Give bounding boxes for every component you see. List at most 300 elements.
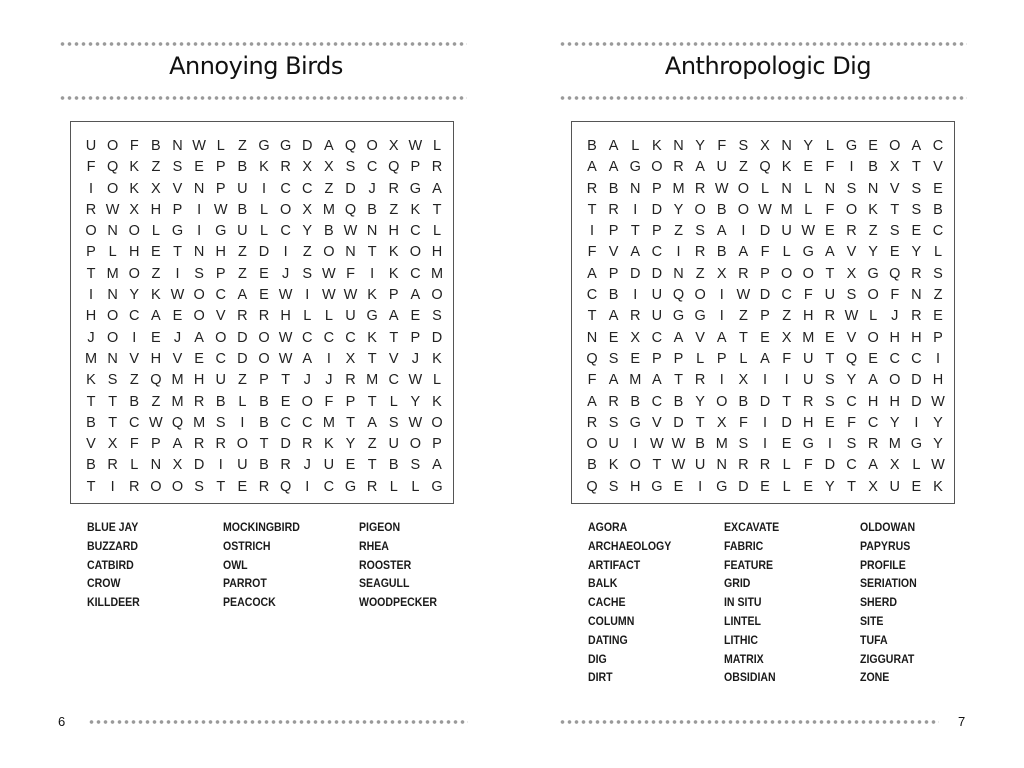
- grid-letter[interactable]: E: [280, 393, 291, 410]
- grid-letter[interactable]: T: [346, 414, 355, 431]
- grid-letter[interactable]: T: [825, 265, 835, 282]
- grid-letter[interactable]: S: [302, 265, 313, 282]
- grid-letter[interactable]: O: [128, 223, 140, 240]
- grid-letter[interactable]: P: [673, 350, 684, 367]
- grid-letter[interactable]: D: [738, 478, 749, 495]
- grid-letter[interactable]: O: [323, 244, 335, 261]
- grid-letter[interactable]: S: [194, 478, 204, 495]
- grid-letter[interactable]: T: [890, 201, 900, 218]
- grid-letter[interactable]: D: [781, 414, 792, 431]
- grid-letter[interactable]: E: [259, 265, 269, 282]
- grid-letter[interactable]: N: [172, 138, 183, 154]
- grid-letter[interactable]: K: [652, 138, 662, 154]
- grid-letter[interactable]: C: [410, 223, 421, 240]
- grid-letter[interactable]: L: [324, 308, 333, 325]
- grid-letter[interactable]: L: [108, 244, 117, 261]
- grid-letter[interactable]: Z: [389, 201, 399, 218]
- grid-letter[interactable]: G: [258, 138, 270, 154]
- grid-letter[interactable]: U: [237, 457, 248, 474]
- grid-letter[interactable]: S: [410, 457, 421, 474]
- grid-letter[interactable]: R: [586, 180, 598, 197]
- grid-letter[interactable]: Z: [868, 223, 878, 240]
- grid-letter[interactable]: D: [824, 457, 836, 474]
- grid-letter[interactable]: H: [867, 393, 879, 410]
- grid-letter[interactable]: A: [194, 329, 204, 346]
- grid-letter[interactable]: M: [672, 180, 685, 197]
- grid-letter[interactable]: X: [302, 201, 313, 218]
- grid-letter[interactable]: E: [630, 350, 641, 367]
- grid-letter[interactable]: R: [366, 478, 378, 495]
- grid-letter[interactable]: A: [432, 457, 442, 474]
- grid-letter[interactable]: F: [717, 138, 727, 154]
- grid-letter[interactable]: V: [86, 436, 96, 453]
- grid-letter[interactable]: E: [259, 287, 269, 304]
- grid-letter[interactable]: Q: [344, 138, 357, 154]
- grid-letter[interactable]: C: [302, 329, 313, 346]
- grid-letter[interactable]: Y: [911, 244, 922, 261]
- grid-letter[interactable]: Z: [237, 372, 247, 389]
- grid-letter[interactable]: D: [651, 265, 663, 282]
- grid-letter[interactable]: F: [825, 159, 835, 176]
- grid-letter[interactable]: C: [889, 350, 900, 367]
- grid-letter[interactable]: X: [760, 138, 770, 154]
- grid-letter[interactable]: R: [630, 308, 641, 325]
- grid-letter[interactable]: I: [914, 414, 919, 431]
- grid-letter[interactable]: H: [280, 308, 291, 325]
- grid-letter[interactable]: W: [149, 414, 163, 431]
- grid-letter[interactable]: T: [86, 265, 96, 282]
- grid-letter[interactable]: L: [259, 201, 269, 218]
- grid-letter[interactable]: U: [781, 223, 792, 240]
- grid-letter[interactable]: S: [911, 201, 922, 218]
- grid-letter[interactable]: O: [889, 372, 901, 389]
- grid-letter[interactable]: O: [409, 436, 422, 453]
- grid-letter[interactable]: M: [322, 414, 335, 431]
- grid-letter[interactable]: Z: [324, 180, 334, 197]
- grid-letter[interactable]: R: [608, 201, 619, 218]
- grid-letter[interactable]: O: [279, 201, 292, 218]
- grid-letter[interactable]: U: [651, 287, 663, 304]
- grid-letter[interactable]: W: [758, 201, 772, 218]
- grid-letter[interactable]: W: [343, 287, 358, 304]
- grid-letter[interactable]: N: [586, 329, 598, 346]
- grid-letter[interactable]: B: [587, 138, 597, 154]
- grid-letter[interactable]: F: [738, 414, 748, 431]
- grid-letter[interactable]: L: [432, 223, 442, 240]
- grid-letter[interactable]: R: [694, 244, 706, 261]
- grid-letter[interactable]: W: [650, 436, 664, 453]
- grid-letter[interactable]: T: [108, 414, 118, 431]
- grid-letter[interactable]: V: [608, 244, 619, 261]
- grid-letter[interactable]: W: [844, 308, 859, 325]
- grid-letter[interactable]: I: [88, 287, 94, 304]
- grid-letter[interactable]: J: [325, 372, 333, 389]
- grid-letter[interactable]: E: [933, 308, 943, 325]
- grid-letter[interactable]: A: [608, 308, 619, 325]
- grid-letter[interactable]: O: [106, 329, 119, 346]
- grid-letter[interactable]: I: [88, 180, 94, 197]
- grid-letter[interactable]: S: [345, 159, 356, 176]
- grid-letter[interactable]: K: [388, 244, 399, 261]
- grid-letter[interactable]: N: [107, 350, 118, 367]
- grid-letter[interactable]: F: [825, 201, 835, 218]
- grid-letter[interactable]: I: [326, 350, 331, 367]
- grid-letter[interactable]: C: [846, 457, 857, 474]
- grid-letter[interactable]: Q: [889, 265, 901, 282]
- grid-letter[interactable]: Z: [237, 138, 247, 154]
- grid-letter[interactable]: L: [432, 138, 442, 154]
- grid-letter[interactable]: O: [802, 265, 814, 282]
- grid-letter[interactable]: S: [933, 265, 943, 282]
- grid-letter[interactable]: C: [345, 329, 356, 346]
- grid-letter[interactable]: C: [129, 414, 140, 431]
- grid-letter[interactable]: D: [651, 201, 663, 218]
- grid-letter[interactable]: I: [110, 478, 115, 495]
- grid-letter[interactable]: F: [129, 436, 139, 453]
- grid-letter[interactable]: R: [215, 436, 226, 453]
- grid-letter[interactable]: D: [431, 329, 443, 346]
- grid-letter[interactable]: Q: [759, 159, 771, 176]
- grid-letter[interactable]: C: [280, 414, 291, 431]
- grid-letter[interactable]: V: [933, 159, 943, 176]
- grid-letter[interactable]: K: [259, 159, 269, 176]
- grid-letter[interactable]: L: [389, 393, 398, 410]
- grid-letter[interactable]: W: [278, 350, 293, 367]
- grid-letter[interactable]: S: [825, 393, 835, 410]
- grid-letter[interactable]: I: [305, 287, 310, 304]
- grid-letter[interactable]: D: [759, 223, 771, 240]
- grid-letter[interactable]: H: [803, 414, 814, 431]
- grid-letter[interactable]: D: [258, 244, 270, 261]
- grid-letter[interactable]: I: [676, 244, 681, 261]
- grid-letter[interactable]: V: [215, 308, 226, 325]
- grid-letter[interactable]: M: [715, 436, 728, 453]
- grid-letter[interactable]: T: [825, 350, 835, 367]
- grid-letter[interactable]: Z: [237, 265, 247, 282]
- grid-letter[interactable]: O: [737, 180, 750, 197]
- grid-letter[interactable]: N: [673, 265, 684, 282]
- grid-letter[interactable]: Z: [674, 223, 683, 240]
- grid-letter[interactable]: R: [586, 414, 598, 431]
- grid-letter[interactable]: S: [846, 180, 857, 197]
- grid-letter[interactable]: H: [911, 329, 922, 346]
- grid-letter[interactable]: I: [762, 414, 768, 431]
- grid-letter[interactable]: S: [738, 436, 749, 453]
- grid-letter[interactable]: W: [931, 457, 945, 474]
- grid-letter[interactable]: N: [107, 287, 118, 304]
- grid-letter[interactable]: D: [673, 414, 684, 431]
- grid-letter[interactable]: W: [671, 436, 686, 453]
- grid-letter[interactable]: I: [719, 308, 724, 325]
- grid-letter[interactable]: R: [237, 308, 248, 325]
- grid-letter[interactable]: B: [324, 223, 334, 240]
- grid-letter[interactable]: R: [694, 180, 706, 197]
- grid-letter[interactable]: O: [193, 308, 205, 325]
- grid-letter[interactable]: X: [107, 436, 118, 453]
- grid-letter[interactable]: N: [150, 457, 162, 474]
- grid-letter[interactable]: L: [804, 201, 813, 218]
- grid-letter[interactable]: U: [651, 308, 663, 325]
- grid-letter[interactable]: I: [784, 372, 789, 389]
- grid-letter[interactable]: Y: [933, 414, 943, 431]
- grid-letter[interactable]: N: [781, 180, 792, 197]
- grid-letter[interactable]: O: [431, 287, 443, 304]
- grid-letter[interactable]: W: [671, 457, 686, 474]
- grid-letter[interactable]: F: [890, 287, 900, 304]
- grid-letter[interactable]: V: [846, 244, 857, 261]
- grid-letter[interactable]: A: [760, 350, 770, 367]
- grid-letter[interactable]: R: [867, 436, 879, 453]
- grid-letter[interactable]: Q: [586, 350, 598, 367]
- grid-letter[interactable]: H: [889, 329, 900, 346]
- grid-letter[interactable]: U: [215, 372, 226, 389]
- grid-letter[interactable]: W: [278, 287, 293, 304]
- grid-letter[interactable]: W: [170, 287, 185, 304]
- grid-letter[interactable]: X: [738, 372, 749, 389]
- grid-letter[interactable]: X: [889, 159, 900, 176]
- grid-letter[interactable]: C: [366, 159, 378, 176]
- grid-letter[interactable]: S: [695, 223, 705, 240]
- grid-letter[interactable]: E: [194, 159, 204, 176]
- grid-letter[interactable]: A: [911, 138, 922, 154]
- grid-letter[interactable]: Y: [933, 436, 943, 453]
- grid-letter[interactable]: B: [215, 393, 226, 410]
- grid-letter[interactable]: R: [85, 201, 97, 218]
- grid-letter[interactable]: H: [630, 478, 641, 495]
- grid-letter[interactable]: Q: [171, 414, 184, 431]
- grid-letter[interactable]: U: [824, 287, 836, 304]
- grid-letter[interactable]: U: [694, 457, 706, 474]
- grid-letter[interactable]: L: [411, 478, 420, 495]
- grid-letter[interactable]: H: [889, 393, 900, 410]
- grid-letter[interactable]: R: [846, 223, 857, 240]
- grid-letter[interactable]: J: [368, 180, 376, 197]
- grid-letter[interactable]: O: [651, 159, 663, 176]
- grid-letter[interactable]: P: [652, 223, 662, 240]
- grid-letter[interactable]: E: [825, 223, 835, 240]
- grid-letter[interactable]: G: [279, 138, 292, 154]
- grid-letter[interactable]: B: [608, 180, 619, 197]
- grid-letter[interactable]: C: [932, 138, 944, 154]
- grid-letter[interactable]: I: [283, 244, 288, 261]
- grid-letter[interactable]: C: [129, 308, 140, 325]
- grid-letter[interactable]: D: [759, 393, 771, 410]
- grid-letter[interactable]: A: [608, 372, 619, 389]
- grid-letter[interactable]: B: [151, 138, 161, 154]
- grid-letter[interactable]: A: [608, 159, 619, 176]
- grid-letter[interactable]: E: [911, 223, 922, 240]
- grid-letter[interactable]: Z: [151, 393, 161, 410]
- grid-letter[interactable]: I: [197, 223, 202, 240]
- grid-letter[interactable]: O: [258, 329, 270, 346]
- grid-letter[interactable]: N: [716, 457, 727, 474]
- grid-letter[interactable]: A: [587, 265, 597, 282]
- grid-letter[interactable]: R: [388, 180, 399, 197]
- grid-letter[interactable]: R: [345, 372, 356, 389]
- grid-letter[interactable]: U: [237, 180, 248, 197]
- grid-letter[interactable]: I: [589, 223, 595, 240]
- grid-letter[interactable]: G: [910, 436, 923, 453]
- grid-letter[interactable]: D: [759, 287, 771, 304]
- grid-letter[interactable]: O: [409, 244, 422, 261]
- grid-letter[interactable]: S: [107, 372, 118, 389]
- grid-letter[interactable]: W: [801, 223, 816, 240]
- grid-letter[interactable]: S: [846, 287, 857, 304]
- grid-letter[interactable]: R: [759, 457, 771, 474]
- grid-letter[interactable]: R: [193, 436, 205, 453]
- grid-letter[interactable]: X: [716, 414, 727, 431]
- grid-letter[interactable]: L: [782, 244, 791, 261]
- grid-letter[interactable]: E: [151, 244, 161, 261]
- grid-letter[interactable]: B: [630, 393, 641, 410]
- grid-letter[interactable]: R: [803, 393, 814, 410]
- grid-letter[interactable]: K: [868, 201, 878, 218]
- grid-letter[interactable]: U: [608, 436, 619, 453]
- grid-letter[interactable]: O: [737, 201, 750, 218]
- grid-letter[interactable]: W: [408, 138, 423, 154]
- grid-letter[interactable]: H: [193, 372, 205, 389]
- grid-letter[interactable]: E: [781, 436, 792, 453]
- grid-letter[interactable]: Z: [367, 436, 377, 453]
- grid-letter[interactable]: R: [738, 265, 749, 282]
- grid-letter[interactable]: R: [608, 393, 619, 410]
- grid-letter[interactable]: T: [630, 223, 640, 240]
- grid-letter[interactable]: K: [367, 329, 377, 346]
- grid-letter[interactable]: K: [781, 159, 792, 176]
- grid-letter[interactable]: M: [366, 372, 379, 389]
- grid-letter[interactable]: T: [587, 308, 597, 325]
- grid-letter[interactable]: F: [760, 244, 770, 261]
- grid-letter[interactable]: E: [345, 457, 356, 474]
- grid-letter[interactable]: G: [215, 223, 227, 240]
- grid-letter[interactable]: W: [192, 138, 206, 154]
- grid-letter[interactable]: E: [673, 478, 684, 495]
- grid-letter[interactable]: M: [322, 201, 335, 218]
- grid-letter[interactable]: O: [128, 265, 140, 282]
- grid-letter[interactable]: C: [280, 223, 291, 240]
- grid-letter[interactable]: W: [931, 393, 945, 410]
- grid-letter[interactable]: G: [802, 436, 814, 453]
- grid-letter[interactable]: N: [193, 180, 205, 197]
- grid-letter[interactable]: U: [716, 159, 727, 176]
- grid-letter[interactable]: F: [324, 393, 334, 410]
- grid-letter[interactable]: M: [802, 329, 815, 346]
- grid-letter[interactable]: E: [803, 159, 814, 176]
- grid-letter[interactable]: B: [695, 436, 705, 453]
- grid-letter[interactable]: L: [760, 180, 770, 197]
- grid-letter[interactable]: T: [674, 372, 683, 389]
- grid-letter[interactable]: R: [431, 159, 443, 176]
- grid-letter[interactable]: G: [672, 308, 685, 325]
- grid-letter[interactable]: W: [343, 223, 358, 240]
- grid-letter[interactable]: D: [345, 180, 356, 197]
- grid-letter[interactable]: O: [716, 393, 728, 410]
- grid-letter[interactable]: N: [630, 180, 641, 197]
- grid-letter[interactable]: H: [150, 350, 162, 367]
- grid-letter[interactable]: I: [698, 478, 703, 495]
- grid-letter[interactable]: S: [172, 159, 183, 176]
- grid-letter[interactable]: D: [630, 265, 641, 282]
- grid-letter[interactable]: L: [804, 180, 813, 197]
- grid-letter[interactable]: Q: [106, 159, 119, 176]
- grid-letter[interactable]: F: [803, 287, 813, 304]
- grid-letter[interactable]: O: [845, 201, 858, 218]
- grid-letter[interactable]: G: [867, 265, 879, 282]
- grid-letter[interactable]: Y: [846, 372, 857, 389]
- grid-letter[interactable]: S: [388, 414, 399, 431]
- grid-letter[interactable]: R: [280, 159, 291, 176]
- grid-letter[interactable]: D: [237, 329, 248, 346]
- grid-letter[interactable]: O: [366, 138, 378, 154]
- grid-letter[interactable]: O: [694, 201, 706, 218]
- grid-letter[interactable]: G: [845, 138, 858, 154]
- grid-letter[interactable]: Z: [933, 287, 943, 304]
- grid-letter[interactable]: I: [370, 265, 375, 282]
- grid-letter[interactable]: G: [431, 478, 443, 495]
- grid-letter[interactable]: C: [651, 393, 663, 410]
- grid-letter[interactable]: N: [193, 244, 205, 261]
- grid-letter[interactable]: Y: [868, 244, 878, 261]
- grid-letter[interactable]: X: [868, 478, 878, 495]
- grid-letter[interactable]: J: [282, 265, 290, 282]
- grid-letter[interactable]: K: [388, 265, 399, 282]
- grid-letter[interactable]: A: [367, 414, 377, 431]
- grid-letter[interactable]: T: [216, 478, 226, 495]
- grid-letter[interactable]: Z: [237, 244, 247, 261]
- grid-letter[interactable]: O: [867, 329, 879, 346]
- grid-letter[interactable]: S: [825, 372, 835, 389]
- grid-letter[interactable]: E: [803, 478, 814, 495]
- grid-letter[interactable]: T: [367, 244, 377, 261]
- grid-letter[interactable]: Q: [586, 478, 598, 495]
- grid-letter[interactable]: O: [106, 138, 119, 154]
- grid-letter[interactable]: I: [197, 201, 202, 218]
- grid-letter[interactable]: Y: [410, 393, 421, 410]
- grid-letter[interactable]: X: [345, 350, 356, 367]
- grid-letter[interactable]: N: [673, 138, 684, 154]
- grid-letter[interactable]: X: [129, 201, 140, 218]
- grid-letter[interactable]: Y: [345, 436, 356, 453]
- grid-letter[interactable]: I: [633, 436, 638, 453]
- grid-letter[interactable]: E: [172, 308, 183, 325]
- grid-letter[interactable]: O: [106, 180, 119, 197]
- grid-letter[interactable]: G: [629, 159, 641, 176]
- grid-letter[interactable]: G: [366, 308, 378, 325]
- grid-letter[interactable]: O: [236, 436, 249, 453]
- grid-letter[interactable]: Q: [279, 478, 292, 495]
- grid-letter[interactable]: A: [695, 159, 705, 176]
- grid-letter[interactable]: J: [411, 350, 419, 367]
- grid-letter[interactable]: A: [868, 457, 878, 474]
- grid-letter[interactable]: O: [301, 393, 313, 410]
- grid-letter[interactable]: W: [278, 329, 293, 346]
- grid-letter[interactable]: L: [696, 350, 705, 367]
- grid-letter[interactable]: V: [846, 329, 857, 346]
- grid-letter[interactable]: M: [629, 372, 642, 389]
- grid-letter[interactable]: K: [86, 372, 96, 389]
- grid-letter[interactable]: R: [280, 457, 291, 474]
- grid-letter[interactable]: I: [849, 159, 854, 176]
- grid-letter[interactable]: I: [633, 201, 638, 218]
- grid-letter[interactable]: P: [215, 180, 226, 197]
- grid-letter[interactable]: U: [85, 138, 97, 154]
- grid-letter[interactable]: L: [151, 223, 160, 240]
- grid-letter[interactable]: Z: [782, 308, 792, 325]
- grid-letter[interactable]: P: [716, 350, 727, 367]
- grid-letter[interactable]: V: [172, 180, 183, 197]
- grid-letter[interactable]: B: [716, 201, 727, 218]
- grid-letter[interactable]: L: [912, 457, 921, 474]
